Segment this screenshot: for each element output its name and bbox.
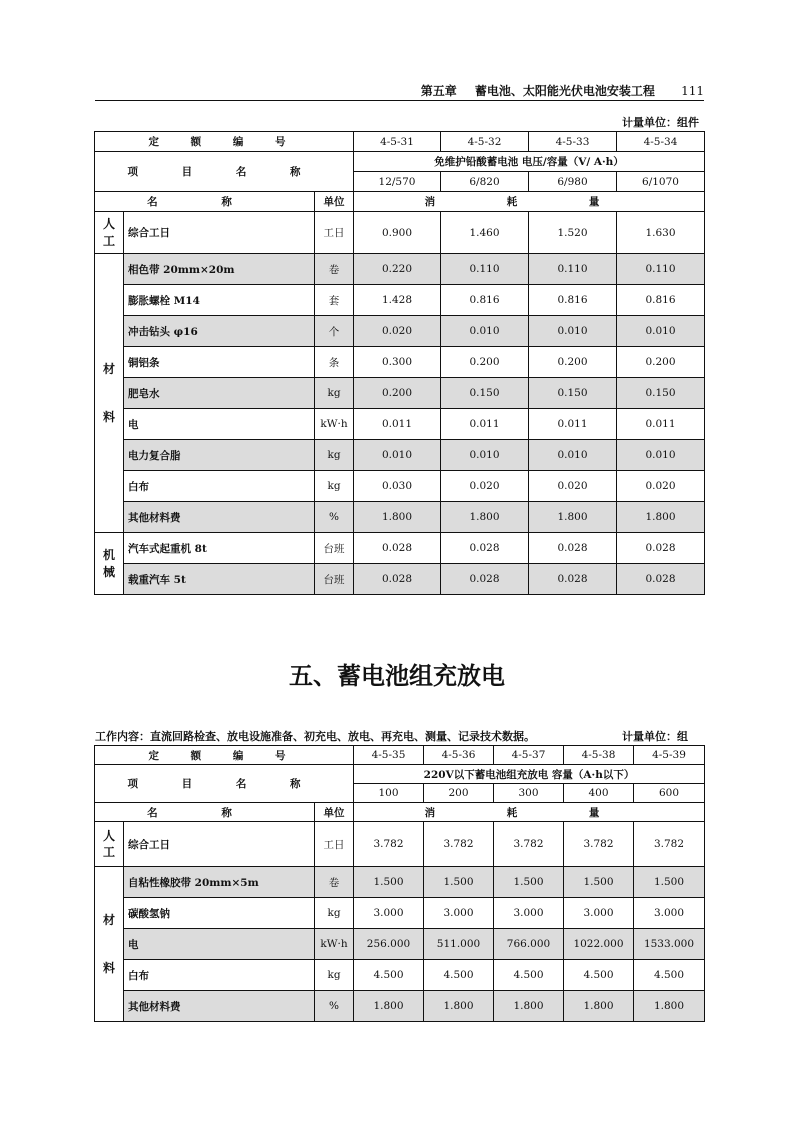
header-rule	[95, 100, 704, 101]
table-row	[95, 440, 705, 471]
consumption-value: 1.630	[617, 212, 705, 254]
quota-code: 4-5-37	[494, 746, 564, 765]
consumption-value: 0.010	[617, 440, 705, 471]
consumption-value: 3.782	[354, 822, 424, 867]
consumption-value: 1.460	[441, 212, 529, 254]
consumption-value: 0.150	[529, 378, 617, 409]
col-name-header: 名 称	[95, 803, 315, 822]
consumption-value: 1022.000	[564, 929, 634, 960]
table2-unit-note: 计量单位：组	[622, 730, 688, 743]
consumption-value: 0.020	[354, 316, 441, 347]
resource-unit: 套	[315, 285, 354, 316]
consumption-value: 1.500	[564, 867, 634, 898]
resource-unit: kg	[315, 440, 354, 471]
resource-unit: kW·h	[315, 409, 354, 440]
consumption-value: 0.030	[354, 471, 441, 502]
consumption-value: 1.800	[424, 991, 494, 1022]
resource-name: 冲击钻头 φ16	[124, 316, 315, 347]
column-header-row	[95, 803, 705, 822]
consumption-value: 4.500	[634, 960, 705, 991]
consumption-value: 1.800	[441, 502, 529, 533]
consumption-value: 0.020	[529, 471, 617, 502]
resource-unit: 工日	[315, 212, 354, 254]
table-row	[95, 212, 705, 254]
resource-name: 综合工日	[124, 822, 315, 867]
resource-unit: kg	[315, 471, 354, 502]
consumption-value: 0.020	[617, 471, 705, 502]
consumption-value: 0.010	[441, 316, 529, 347]
table-row	[95, 960, 705, 991]
chapter-title: 蓄电池、太阳能光伏电池安装工程	[474, 84, 655, 98]
consumption-value: 0.010	[441, 440, 529, 471]
resource-unit: 台班	[315, 533, 354, 564]
consumption-value: 1.500	[354, 867, 424, 898]
consumption-value: 0.011	[354, 409, 441, 440]
table-row	[95, 929, 705, 960]
quota-code: 4-5-32	[441, 132, 529, 152]
group-label: 人 工	[95, 822, 124, 867]
consumption-value: 1.800	[617, 502, 705, 533]
resource-name: 铜铝条	[124, 347, 315, 378]
resource-name: 白布	[124, 471, 315, 502]
consumption-value: 0.300	[354, 347, 441, 378]
resource-unit: 条	[315, 347, 354, 378]
consumption-value: 0.010	[354, 440, 441, 471]
spec-title-row	[95, 765, 705, 784]
table-row	[95, 991, 705, 1022]
consumption-value: 3.782	[634, 822, 705, 867]
resource-name: 综合工日	[124, 212, 315, 254]
resource-name: 白布	[124, 960, 315, 991]
col-unit-header: 单位	[315, 192, 354, 212]
spec-title-row	[95, 152, 705, 172]
consumption-value: 0.110	[617, 254, 705, 285]
consumption-value: 0.010	[617, 316, 705, 347]
consumption-value: 0.220	[354, 254, 441, 285]
consumption-value: 4.500	[354, 960, 424, 991]
consumption-value: 511.000	[424, 929, 494, 960]
consumption-value: 1.500	[634, 867, 705, 898]
quota-code: 4-5-31	[354, 132, 441, 152]
consumption-value: 0.150	[441, 378, 529, 409]
resource-name: 自粘性橡胶带 20mm×5m	[124, 867, 315, 898]
resource-unit: kg	[315, 960, 354, 991]
consumption-value: 3.000	[424, 898, 494, 929]
consumption-value: 0.110	[529, 254, 617, 285]
spec-value: 100	[354, 784, 424, 803]
resource-unit: kg	[315, 898, 354, 929]
quota-code: 4-5-39	[634, 746, 705, 765]
resource-unit: 卷	[315, 254, 354, 285]
quota-code: 4-5-33	[529, 132, 617, 152]
consumption-value: 0.011	[617, 409, 705, 440]
consumption-value: 0.028	[617, 564, 705, 595]
resource-name: 电	[124, 929, 315, 960]
code-row	[95, 746, 705, 765]
consumption-value: 3.000	[354, 898, 424, 929]
consumption-value: 0.200	[354, 378, 441, 409]
quota-code: 4-5-38	[564, 746, 634, 765]
resource-name: 电力复合脂	[124, 440, 315, 471]
table-row	[95, 822, 705, 867]
resource-unit: %	[315, 991, 354, 1022]
consumption-value: 3.782	[424, 822, 494, 867]
quota-code: 4-5-35	[354, 746, 424, 765]
table-row	[95, 347, 705, 378]
consumption-value: 1.520	[529, 212, 617, 254]
resource-name: 其他材料费	[124, 502, 315, 533]
resource-unit: 个	[315, 316, 354, 347]
resource-name: 碳酸氢钠	[124, 898, 315, 929]
consumption-value: 3.000	[494, 898, 564, 929]
resource-name: 膨胀螺栓 M14	[124, 285, 315, 316]
consumption-value: 0.028	[529, 564, 617, 595]
quota-table-2	[94, 745, 705, 1022]
consumption-value: 1.800	[634, 991, 705, 1022]
consumption-value: 4.500	[494, 960, 564, 991]
consumption-value: 0.200	[441, 347, 529, 378]
consumption-value: 0.200	[617, 347, 705, 378]
spec-value: 6/1070	[617, 172, 705, 192]
resource-unit: 台班	[315, 564, 354, 595]
section-title: 五、蓄电池组充放电	[289, 662, 505, 690]
consumption-value: 3.000	[564, 898, 634, 929]
table-row	[95, 285, 705, 316]
group-label: 机 械	[95, 533, 124, 595]
consumption-value: 0.150	[617, 378, 705, 409]
resource-name: 载重汽车 5t	[124, 564, 315, 595]
resource-unit: 工日	[315, 822, 354, 867]
consumption-value: 1533.000	[634, 929, 705, 960]
table-row	[95, 867, 705, 898]
consumption-value: 1.428	[354, 285, 441, 316]
consumption-value: 1.800	[354, 991, 424, 1022]
table-row	[95, 409, 705, 440]
table-row	[95, 533, 705, 564]
quota-code: 4-5-34	[617, 132, 705, 152]
resource-name: 相色带 20mm×20m	[124, 254, 315, 285]
table-row	[95, 471, 705, 502]
consumption-value: 1.800	[529, 502, 617, 533]
consumption-value: 1.800	[354, 502, 441, 533]
resource-unit: %	[315, 502, 354, 533]
table-row	[95, 502, 705, 533]
consumption-value: 0.816	[441, 285, 529, 316]
consumption-value: 0.028	[354, 564, 441, 595]
column-header-row	[95, 192, 705, 212]
consumption-value: 256.000	[354, 929, 424, 960]
table-row	[95, 316, 705, 347]
resource-unit: kg	[315, 378, 354, 409]
consumption-value: 1.500	[424, 867, 494, 898]
item-label: 项 目 名 称	[95, 765, 354, 803]
consumption-value: 766.000	[494, 929, 564, 960]
chapter-label: 第五章	[420, 84, 457, 98]
resource-name: 其他材料费	[124, 991, 315, 1022]
consumption-value: 0.816	[617, 285, 705, 316]
consumption-value: 0.011	[441, 409, 529, 440]
consumption-value: 0.010	[529, 316, 617, 347]
group-label: 人 工	[95, 212, 124, 254]
consumption-value: 0.010	[529, 440, 617, 471]
resource-name: 肥皂水	[124, 378, 315, 409]
consumption-value: 0.028	[529, 533, 617, 564]
spec-value: 12/570	[354, 172, 441, 192]
consumption-value: 3.782	[564, 822, 634, 867]
consumption-value: 0.028	[441, 533, 529, 564]
consumption-value: 0.028	[441, 564, 529, 595]
running-header	[95, 82, 704, 99]
spec-value: 400	[564, 784, 634, 803]
consumption-value: 0.200	[529, 347, 617, 378]
code-label: 定 额 编 号	[95, 132, 354, 152]
table-row	[95, 378, 705, 409]
consumption-value: 0.011	[529, 409, 617, 440]
col-consumption-header: 消 耗 量	[354, 803, 705, 822]
spec-title: 免维护铅酸蓄电池 电压/容量（V/ A·h）	[354, 152, 705, 172]
consumption-value: 3.000	[634, 898, 705, 929]
page-number: 111	[681, 84, 704, 98]
consumption-value: 4.500	[424, 960, 494, 991]
quota-table-1	[94, 131, 705, 595]
consumption-value: 3.782	[494, 822, 564, 867]
table-row	[95, 564, 705, 595]
consumption-value: 0.110	[441, 254, 529, 285]
consumption-value: 0.816	[529, 285, 617, 316]
table-row	[95, 254, 705, 285]
consumption-value: 0.028	[617, 533, 705, 564]
quota-code: 4-5-36	[424, 746, 494, 765]
consumption-value: 0.028	[354, 533, 441, 564]
code-label: 定 额 编 号	[95, 746, 354, 765]
col-consumption-header: 消 耗 量	[354, 192, 705, 212]
consumption-value: 0.020	[441, 471, 529, 502]
spec-title: 220V以下蓄电池组充放电 容量（A·h以下）	[354, 765, 705, 784]
consumption-value: 1.800	[494, 991, 564, 1022]
item-label: 项 目 名 称	[95, 152, 354, 192]
resource-unit: 卷	[315, 867, 354, 898]
consumption-value: 1.500	[494, 867, 564, 898]
work-content: 工作内容：直流回路检查、放电设施准备、初充电、放电、再充电、测量、记录技术数据。	[95, 730, 535, 743]
table-row	[95, 898, 705, 929]
spec-value: 6/980	[529, 172, 617, 192]
group-label: 材 料	[95, 254, 124, 533]
col-name-header: 名 称	[95, 192, 315, 212]
code-row	[95, 132, 705, 152]
consumption-value: 4.500	[564, 960, 634, 991]
col-unit-header: 单位	[315, 803, 354, 822]
resource-name: 电	[124, 409, 315, 440]
consumption-value: 1.800	[564, 991, 634, 1022]
resource-name: 汽车式起重机 8t	[124, 533, 315, 564]
table1-unit-note: 计量单位：组件	[622, 116, 699, 129]
spec-value: 6/820	[441, 172, 529, 192]
resource-unit: kW·h	[315, 929, 354, 960]
spec-value: 300	[494, 784, 564, 803]
spec-value: 200	[424, 784, 494, 803]
consumption-value: 0.900	[354, 212, 441, 254]
group-label: 材 料	[95, 867, 124, 1022]
spec-value: 600	[634, 784, 705, 803]
